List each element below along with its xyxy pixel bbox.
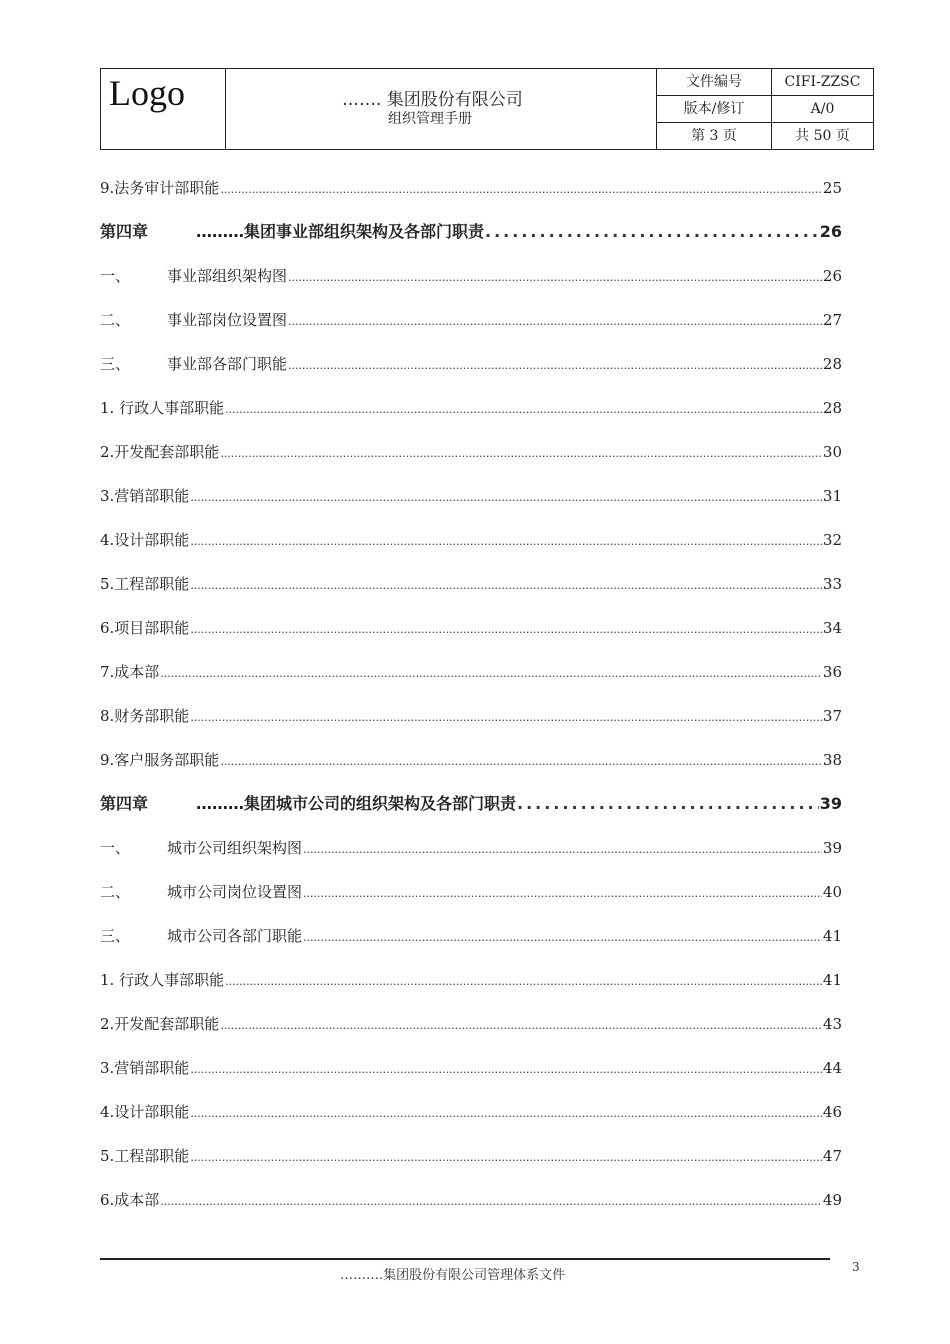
toc-entry[interactable] bbox=[100, 298, 842, 342]
footer-page-number: 3 bbox=[852, 1260, 860, 1274]
toc-entry-title: ………集团城市公司的组织架构及各部门职责 bbox=[196, 794, 517, 813]
toc-leader-dots bbox=[190, 1092, 822, 1136]
toc-leader-dots bbox=[303, 916, 822, 960]
toc-entry-title: 5.工程部职能 bbox=[100, 575, 190, 593]
total-pages-label: 共 50 页 bbox=[772, 123, 874, 150]
toc-entry-page-number: 41 bbox=[822, 971, 842, 989]
toc-entry-title: 城市公司岗位设置图 bbox=[167, 883, 303, 901]
toc-entry[interactable] bbox=[100, 518, 842, 562]
toc-entry-prefix: 第四章 bbox=[100, 222, 149, 241]
toc-leader-dots bbox=[220, 168, 822, 212]
toc-entry-title: 3.营销部职能 bbox=[100, 1059, 190, 1077]
toc-entry[interactable] bbox=[100, 870, 842, 914]
toc-leader-dots bbox=[160, 652, 822, 696]
toc-entry[interactable] bbox=[100, 1178, 842, 1222]
toc-leader-dots bbox=[160, 1180, 822, 1224]
toc-leader-dots bbox=[225, 960, 822, 1004]
toc-entry-title: 1. 行政人事部职能 bbox=[100, 399, 225, 417]
toc-entry[interactable] bbox=[100, 1134, 842, 1178]
toc-chapter-entry[interactable] bbox=[100, 210, 842, 254]
toc-entry[interactable] bbox=[100, 342, 842, 386]
title-cell bbox=[226, 69, 657, 150]
toc-entry-page-number: 44 bbox=[822, 1059, 842, 1077]
toc-entry-page-number: 25 bbox=[822, 179, 842, 197]
toc-entry-title: 9.客户服务部职能 bbox=[100, 751, 220, 769]
toc-entry[interactable] bbox=[100, 826, 842, 870]
toc-entry[interactable] bbox=[100, 914, 842, 958]
toc-entry-prefix: 第四章 bbox=[100, 794, 149, 813]
toc-entry-title: 事业部各部门职能 bbox=[167, 355, 288, 373]
toc-entry-title: 城市公司组织架构图 bbox=[167, 839, 303, 857]
toc-entry-prefix: 三、 bbox=[100, 355, 131, 373]
toc-entry[interactable] bbox=[100, 562, 842, 606]
toc-entry-page-number: 37 bbox=[822, 707, 842, 725]
toc-entry[interactable] bbox=[100, 430, 842, 474]
toc-entry-page-number: 47 bbox=[822, 1147, 842, 1165]
toc-leader-dots bbox=[485, 210, 819, 254]
toc-leader-dots bbox=[288, 300, 822, 344]
toc-entry[interactable] bbox=[100, 1090, 842, 1134]
toc-entry-title: 2.开发配套部职能 bbox=[100, 1015, 220, 1033]
toc-entry[interactable] bbox=[100, 694, 842, 738]
toc-entry-title: 城市公司各部门职能 bbox=[167, 927, 303, 945]
toc-entry-title: 4.设计部职能 bbox=[100, 531, 190, 549]
toc-entry-page-number: 32 bbox=[822, 531, 842, 549]
toc-entry[interactable] bbox=[100, 386, 842, 430]
toc-leader-dots bbox=[190, 476, 822, 520]
toc-entry[interactable] bbox=[100, 254, 842, 298]
toc-entry-page-number: 30 bbox=[822, 443, 842, 461]
company-name: ……. 集团股份有限公司 bbox=[342, 90, 523, 110]
toc-leader-dots bbox=[190, 1136, 822, 1180]
toc-entry-title: 6.成本部 bbox=[100, 1191, 160, 1209]
toc-entry-title: 事业部组织架构图 bbox=[167, 267, 288, 285]
toc-entry-page-number: 49 bbox=[822, 1191, 842, 1209]
toc-leader-dots bbox=[190, 696, 822, 740]
toc-entry-page-number: 27 bbox=[822, 311, 842, 329]
toc-entry-prefix: 三、 bbox=[100, 927, 131, 945]
toc-entry-page-number: 26 bbox=[819, 222, 842, 241]
toc-entry[interactable] bbox=[100, 958, 842, 1002]
toc-leader-dots bbox=[225, 388, 822, 432]
table-of-contents bbox=[100, 166, 842, 1222]
toc-entry-title: 1. 行政人事部职能 bbox=[100, 971, 225, 989]
toc-entry-title: 9.法务审计部职能 bbox=[100, 179, 220, 197]
toc-entry-page-number: 28 bbox=[822, 355, 842, 373]
page-label: 第 3 页 bbox=[657, 123, 772, 150]
toc-entry-prefix: 一、 bbox=[100, 839, 131, 857]
toc-entry-page-number: 41 bbox=[822, 927, 842, 945]
toc-leader-dots bbox=[190, 520, 822, 564]
toc-chapter-entry[interactable] bbox=[100, 782, 842, 826]
toc-leader-dots bbox=[220, 1004, 822, 1048]
toc-entry-page-number: 39 bbox=[822, 839, 842, 857]
toc-entry-page-number: 33 bbox=[822, 575, 842, 593]
version-label: 版本/修订 bbox=[657, 96, 772, 123]
toc-leader-dots bbox=[190, 1048, 822, 1092]
toc-entry-title: ………集团事业部组织架构及各部门职责 bbox=[196, 222, 485, 241]
toc-entry[interactable] bbox=[100, 474, 842, 518]
toc-entry-page-number: 38 bbox=[822, 751, 842, 769]
toc-entry-title: 7.成本部 bbox=[100, 663, 160, 681]
toc-entry-title: 3.营销部职能 bbox=[100, 487, 190, 505]
toc-entry-title: 8.财务部职能 bbox=[100, 707, 190, 725]
footer-divider bbox=[100, 1258, 830, 1260]
toc-leader-dots bbox=[288, 344, 822, 388]
toc-entry-prefix: 二、 bbox=[100, 311, 131, 329]
toc-entry-page-number: 43 bbox=[822, 1015, 842, 1033]
toc-leader-dots bbox=[220, 740, 822, 784]
toc-entry-page-number: 26 bbox=[822, 267, 842, 285]
toc-leader-dots bbox=[220, 432, 822, 476]
toc-entry-page-number: 40 bbox=[822, 883, 842, 901]
toc-leader-dots bbox=[517, 782, 819, 826]
toc-entry-page-number: 28 bbox=[822, 399, 842, 417]
toc-leader-dots bbox=[303, 828, 822, 872]
toc-entry-prefix: 二、 bbox=[100, 883, 131, 901]
toc-entry-title: 2.开发配套部职能 bbox=[100, 443, 220, 461]
toc-entry-page-number: 46 bbox=[822, 1103, 842, 1121]
logo: Logo bbox=[109, 73, 185, 113]
toc-leader-dots bbox=[288, 256, 822, 300]
toc-entry-page-number: 39 bbox=[819, 794, 842, 813]
toc-leader-dots bbox=[190, 564, 822, 608]
toc-entry-title: 事业部岗位设置图 bbox=[167, 311, 288, 329]
toc-entry[interactable] bbox=[100, 1002, 842, 1046]
toc-entry-title: 6.项目部职能 bbox=[100, 619, 190, 637]
doc-number-label: 文件编号 bbox=[657, 69, 772, 96]
toc-entry[interactable] bbox=[100, 650, 842, 694]
version-value: A/0 bbox=[772, 96, 874, 123]
document-header bbox=[100, 68, 874, 150]
toc-entry-title: 5.工程部职能 bbox=[100, 1147, 190, 1165]
logo-cell bbox=[101, 69, 226, 150]
footer-text: ……….集团股份有限公司管理体系文件 bbox=[340, 1268, 566, 1283]
toc-entry-title: 4.设计部职能 bbox=[100, 1103, 190, 1121]
toc-leader-dots bbox=[303, 872, 822, 916]
toc-entry[interactable] bbox=[100, 166, 842, 210]
manual-title: 组织管理手册 bbox=[388, 111, 472, 127]
toc-entry-page-number: 34 bbox=[822, 619, 842, 637]
toc-entry-page-number: 31 bbox=[822, 487, 842, 505]
toc-leader-dots bbox=[190, 608, 822, 652]
toc-entry[interactable] bbox=[100, 738, 842, 782]
toc-entry[interactable] bbox=[100, 606, 842, 650]
doc-number-value: CIFI-ZZSC bbox=[772, 69, 874, 96]
toc-entry-page-number: 36 bbox=[822, 663, 842, 681]
toc-entry[interactable] bbox=[100, 1046, 842, 1090]
toc-entry-prefix: 一、 bbox=[100, 267, 131, 285]
